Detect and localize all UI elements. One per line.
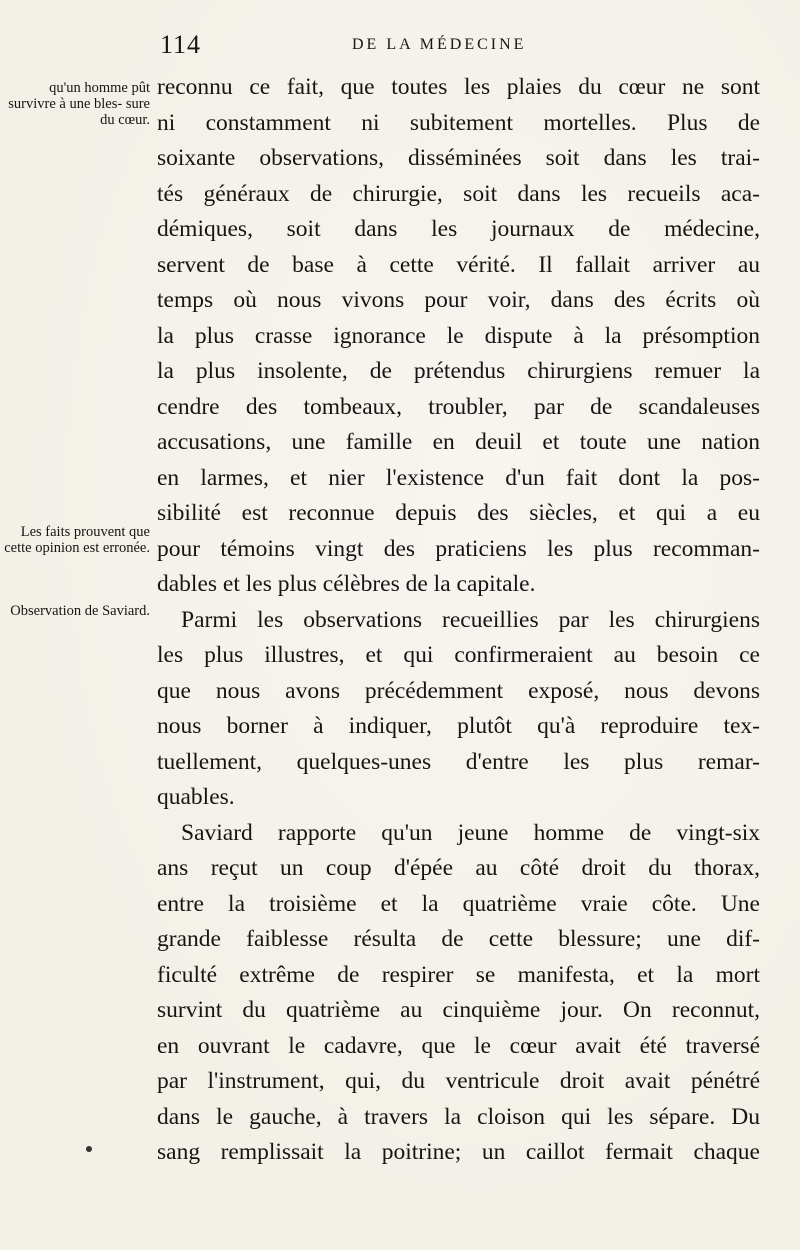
text-line: la plus insolente, de prétendus chirurgiens remuer la (157, 358, 760, 384)
text-line: Parmi les observations recueillies par les chirurgiens (181, 606, 760, 633)
text-line: ans reçut un coup d'épée au côté droit du thorax, (157, 855, 760, 881)
text-line: ficulté extrême de respirer se manifesta, et la mort (157, 961, 760, 988)
text-line: tés généraux de chirurgie, soit dans les recueils aca- (157, 180, 760, 207)
text-line: entre la troisième et la quatrième vraie côte. Une (157, 890, 760, 917)
text-line: nous borner à indiquer, plutôt qu'à reproduire tex- (157, 713, 760, 739)
text-line: dans le gauche, à travers la cloison qui les sépare. Du (157, 1103, 760, 1130)
ink-speck (86, 1146, 92, 1152)
text-line: sang remplissait la poitrine; un caillot fermait chaque (157, 1139, 760, 1165)
text-line: pour témoins vingt des praticiens les plus recomman- (157, 535, 760, 562)
text-line: servent de base à cette vérité. Il fallait arriver au (157, 251, 760, 278)
text-line: sibilité est reconnue depuis des siècles, et qui a eu (157, 500, 760, 526)
text-line: cendre des tombeaux, troubler, par de scandaleuses (157, 393, 760, 420)
text-line: grande faiblesse résulta de cette blessure; une dif- (157, 926, 760, 952)
page-number: 114 (160, 30, 202, 59)
margin-note: Les faits prouvent que cette opinion est erronée. (4, 524, 150, 556)
text-line: soixante observations, disséminées soit dans les trai- (157, 145, 760, 171)
text-line: en ouvrant le cadavre, que le cœur avait été traversé (157, 1032, 760, 1059)
text-line: dables et les plus célèbres de la capitale. (157, 571, 536, 597)
text-line: que nous avons précédemment exposé, nous devons (157, 677, 760, 704)
text-line: démiques, soit dans les journaux de médecine, (157, 216, 760, 242)
text-line: tuellement, quelques-unes d'entre les plus remar- (157, 748, 760, 775)
margin-note: Observation de Saviard. (10, 603, 150, 619)
running-head: DE LA MÉDECINE (352, 36, 527, 53)
text-line: quables. (157, 784, 235, 810)
text-line: par l'instrument, qui, du ventricule droit avait pénétré (157, 1068, 760, 1094)
text-line: temps où nous vivons pour voir, dans des écrits où (157, 287, 760, 313)
text-line: ni constamment ni subitement mortelles. Plus de (157, 109, 760, 136)
page-header (0, 26, 800, 66)
text-line: survint du quatrième au cinquième jour. On reconnut, (157, 997, 760, 1023)
margin-note: qu'un homme pût survivre à une bles- sure du cœur. (8, 80, 150, 128)
text-line: en larmes, et nier l'existence d'un fait dont la pos- (157, 464, 760, 491)
text-line: accusations, une famille en deuil et toute une nation (157, 429, 760, 455)
body-text (157, 70, 760, 1171)
text-line: la plus crasse ignorance le dispute à la présomption (157, 322, 760, 349)
text-line: reconnu ce fait, que toutes les plaies du cœur ne sont (157, 74, 760, 100)
text-line: Saviard rapporte qu'un jeune homme de vingt-six (181, 819, 760, 846)
text-line: les plus illustres, et qui confirmeraient au besoin ce (157, 642, 760, 668)
